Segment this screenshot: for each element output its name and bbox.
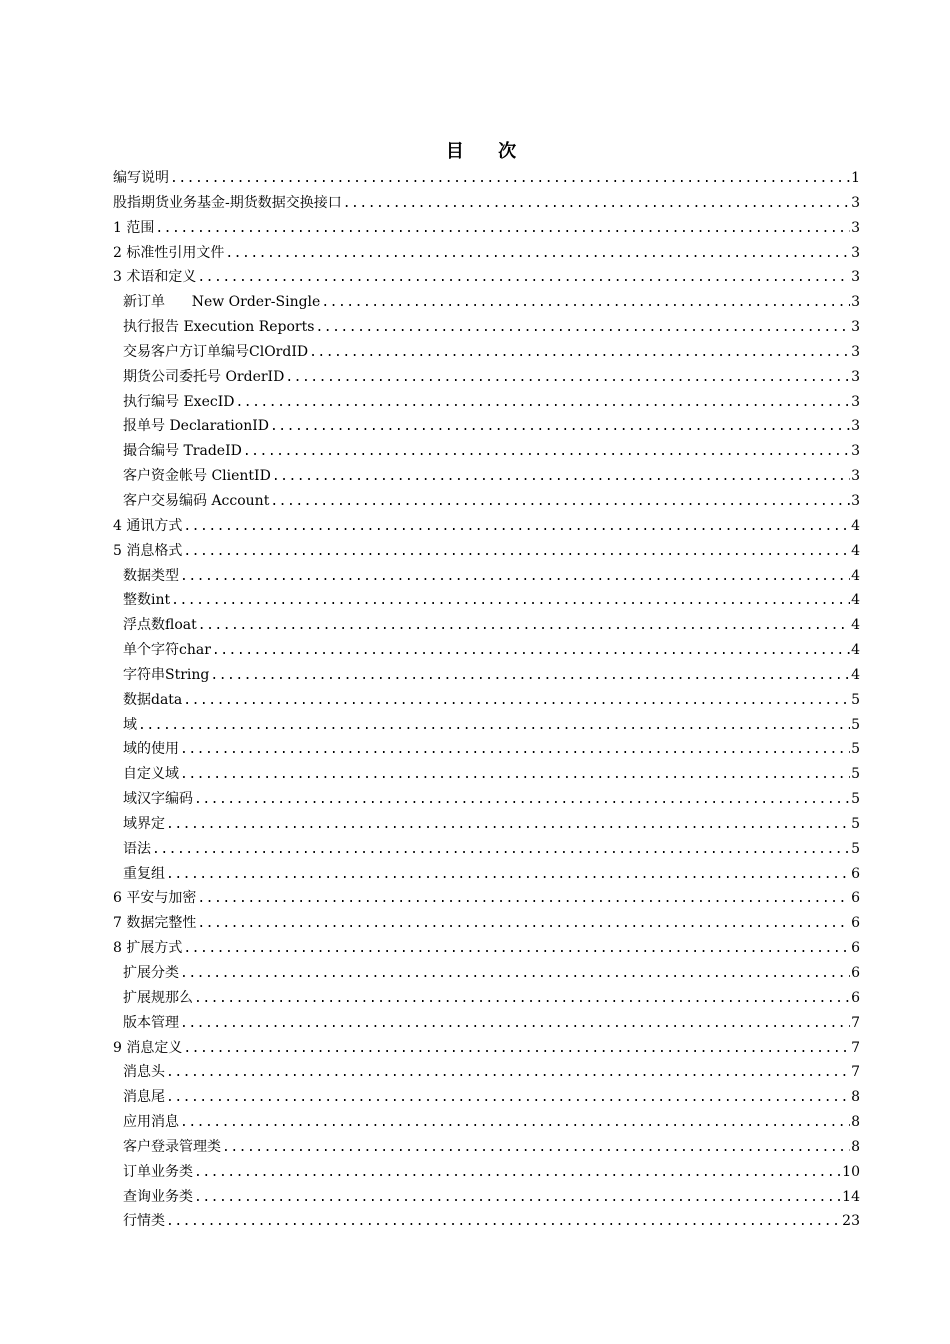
toc-dot-leader (198, 615, 850, 637)
toc-entry-page-number: 3 (851, 418, 860, 435)
toc-entry-label: 8 扩展方式 (113, 940, 183, 957)
toc-entry[interactable] (113, 291, 860, 316)
toc-dot-leader (197, 913, 850, 935)
toc-entry[interactable] (113, 639, 860, 664)
toc-dot-leader (183, 541, 850, 563)
toc-entry[interactable] (113, 341, 860, 366)
toc-entry-page-number: 5 (851, 791, 860, 808)
toc-entry-page-number: 6 (851, 865, 860, 882)
toc-dot-leader (138, 715, 850, 737)
toc-dot-leader (210, 665, 850, 687)
toc-entry-label: 数据类型 (123, 567, 179, 584)
toc-entry[interactable] (113, 1161, 860, 1186)
toc-entry[interactable] (113, 1086, 860, 1111)
toc-entry-page-number: 5 (851, 815, 860, 832)
toc-entry-page-number: 4 (851, 617, 860, 634)
toc-entry-page-number: 1 (851, 170, 860, 186)
toc-entry-label: 应用消息 (123, 1114, 179, 1131)
toc-entry-label: 消息头 (123, 1064, 165, 1081)
toc-dot-leader (212, 640, 850, 662)
toc-entry-page-number: 6 (851, 890, 860, 907)
toc-entry-label: 自定义域 (123, 766, 179, 783)
toc-entry-page-number: 3 (851, 443, 860, 460)
toc-entry-label: 域界定 (123, 815, 165, 832)
toc-entry[interactable] (113, 316, 860, 341)
toc-entry-label: 交易客户方订单编号ClOrdID (123, 343, 309, 360)
toc-dot-leader (270, 416, 850, 438)
table-of-contents (113, 167, 860, 1235)
toc-dot-leader (180, 1013, 850, 1035)
toc-dot-leader (321, 292, 850, 314)
toc-dot-leader (343, 193, 850, 215)
toc-dot-leader (194, 988, 850, 1010)
toc-entry-page-number: 8 (851, 1114, 860, 1131)
toc-entry-label: 查询业务类 (123, 1188, 193, 1205)
toc-entry[interactable] (113, 1210, 860, 1235)
toc-entry-label: 报单号 DeclarationID (123, 418, 269, 435)
toc-entry-page-number: 3 (851, 269, 860, 286)
toc-dot-leader (183, 1038, 850, 1060)
toc-entry-page-number: 8 (851, 1089, 860, 1106)
toc-entry[interactable] (113, 689, 860, 714)
toc-entry-label: 语法 (123, 840, 151, 857)
toc-entry-label: 数据data (123, 691, 183, 708)
toc-entry[interactable] (113, 415, 860, 440)
toc-entry-page-number: 7 (851, 1014, 860, 1031)
toc-dot-leader (166, 1062, 850, 1084)
toc-entry-page-number: 8 (851, 1138, 860, 1155)
toc-dot-leader (180, 566, 850, 588)
toc-dot-leader (194, 1162, 841, 1184)
toc-entry-page-number: 14 (842, 1188, 860, 1205)
toc-entry[interactable] (113, 1037, 860, 1062)
toc-entry[interactable] (113, 1111, 860, 1136)
toc-entry[interactable] (113, 465, 860, 490)
toc-dot-leader (197, 267, 850, 289)
toc-dot-leader (166, 814, 850, 836)
toc-entry-label: 扩展规那么 (123, 989, 193, 1006)
toc-dot-leader (170, 168, 850, 190)
toc-dot-leader (315, 317, 850, 339)
toc-entry-label: 扩展分类 (123, 965, 179, 981)
toc-entry-page-number: 3 (851, 368, 860, 385)
toc-entry-label: 单个字符char (123, 642, 211, 659)
toc-dot-leader (171, 590, 850, 612)
toc-entry[interactable] (113, 1012, 860, 1037)
toc-entry-label: 客户登录管理类 (123, 1138, 221, 1155)
toc-entry-label: 股指期货业务基金-期货数据交换接口 (113, 194, 342, 211)
toc-dot-leader (180, 764, 850, 786)
toc-dot-leader (222, 1137, 850, 1159)
toc-entry[interactable] (113, 490, 860, 515)
toc-entry-page-number: 5 (851, 716, 860, 733)
toc-entry[interactable] (113, 912, 860, 937)
toc-entry[interactable] (113, 515, 860, 540)
toc-entry-page-number: 3 (851, 343, 860, 360)
toc-entry-label: 消息尾 (123, 1089, 165, 1106)
toc-entry[interactable] (113, 887, 860, 912)
toc-entry[interactable] (113, 937, 860, 962)
toc-entry[interactable] (113, 664, 860, 689)
toc-dot-leader (166, 864, 850, 886)
toc-dot-leader (197, 888, 850, 910)
toc-dot-leader (243, 441, 850, 463)
toc-entry-label: 重复组 (123, 865, 165, 882)
toc-entry-label: 版本管理 (123, 1014, 179, 1031)
toc-dot-leader (180, 1112, 850, 1134)
toc-entry[interactable] (113, 788, 860, 813)
toc-entry[interactable] (113, 242, 860, 267)
toc-entry[interactable] (113, 589, 860, 614)
toc-entry-label: 6 平安与加密 (113, 890, 197, 907)
toc-dot-leader (166, 1211, 841, 1233)
toc-entry-label: 订单业务类 (123, 1163, 193, 1180)
toc-entry-page-number: 3 (851, 393, 860, 410)
toc-entry-page-number: 6 (851, 940, 860, 957)
toc-entry-page-number: 3 (851, 219, 860, 236)
toc-entry[interactable] (113, 217, 860, 242)
toc-entry[interactable] (113, 987, 860, 1012)
toc-entry-page-number: 5 (851, 741, 860, 758)
toc-entry-page-number: 7 (851, 1064, 860, 1081)
toc-dot-leader (270, 491, 850, 513)
toc-entry-label: 浮点数float (123, 617, 197, 634)
toc-entry[interactable] (113, 1136, 860, 1161)
toc-dot-leader (225, 243, 850, 265)
toc-entry[interactable] (113, 167, 860, 192)
toc-entry-page-number: 10 (842, 1163, 860, 1180)
toc-entry[interactable] (113, 714, 860, 739)
toc-entry-page-number: 3 (851, 492, 860, 509)
toc-entry-label: 撮合编号 TradeID (123, 443, 242, 460)
toc-entry-page-number: 23 (842, 1213, 860, 1230)
toc-entry-label: 5 消息格式 (113, 542, 183, 559)
toc-entry-page-number: 4 (851, 666, 860, 683)
toc-entry[interactable] (113, 266, 860, 291)
toc-entry-label: 3 术语和定义 (113, 269, 197, 286)
toc-entry-page-number: 4 (851, 592, 860, 609)
toc-entry-label: 域的使用 (123, 741, 179, 758)
toc-dot-leader (180, 963, 850, 985)
toc-entry-page-number: 6 (851, 989, 860, 1006)
toc-dot-leader (155, 218, 850, 240)
toc-entry-page-number: 6 (851, 915, 860, 932)
toc-dot-leader (235, 392, 850, 414)
toc-entry-page-number: 5 (851, 691, 860, 708)
toc-entry-label: 2 标准性引用文件 (113, 244, 225, 261)
toc-dot-leader (194, 1187, 841, 1209)
toc-entry-label: 期货公司委托号 OrderID (123, 368, 285, 385)
toc-entry-page-number: 6 (851, 965, 860, 981)
toc-entry-label: 新订单 New Order-Single (123, 294, 321, 311)
toc-dot-leader (183, 690, 850, 712)
toc-dot-leader (285, 367, 850, 389)
toc-entry[interactable] (113, 540, 860, 565)
toc-entry-label: 客户交易编码 Account (123, 492, 270, 509)
toc-entry-label: 执行编号 ExecID (123, 393, 235, 410)
toc-entry-page-number: 4 (851, 542, 860, 559)
toc-entry[interactable] (113, 391, 860, 416)
toc-entry-label: 7 数据完整性 (113, 915, 197, 932)
toc-dot-leader (309, 342, 850, 364)
toc-entry-page-number: 3 (851, 468, 860, 485)
toc-entry-label: 整数int (123, 592, 171, 609)
toc-entry[interactable] (113, 863, 860, 888)
toc-entry[interactable] (113, 192, 860, 217)
toc-entry[interactable] (113, 813, 860, 838)
toc-entry[interactable] (113, 366, 860, 391)
toc-entry-page-number: 7 (851, 1039, 860, 1056)
toc-entry-label: 域 (123, 716, 137, 733)
toc-dot-leader (183, 516, 850, 538)
toc-entry-page-number: 5 (851, 840, 860, 857)
toc-entry-label: 1 范围 (113, 219, 155, 236)
toc-dot-leader (166, 1087, 850, 1109)
toc-entry-page-number: 4 (851, 642, 860, 659)
toc-dot-leader (194, 789, 850, 811)
toc-dot-leader (180, 739, 850, 761)
toc-entry-page-number: 4 (851, 567, 860, 584)
toc-entry[interactable] (113, 962, 860, 987)
toc-entry[interactable] (113, 763, 860, 788)
toc-entry[interactable] (113, 1061, 860, 1086)
toc-entry-page-number: 3 (851, 194, 860, 211)
toc-entry-page-number: 4 (851, 517, 860, 534)
toc-entry-label: 域汉字编码 (123, 791, 193, 808)
toc-entry[interactable] (113, 565, 860, 590)
toc-entry[interactable] (113, 614, 860, 639)
toc-entry-label: 执行报告 Execution Reports (123, 319, 315, 336)
toc-dot-leader (272, 466, 850, 488)
toc-dot-leader (152, 839, 850, 861)
toc-entry-page-number: 3 (851, 319, 860, 336)
toc-entry-page-number: 5 (851, 766, 860, 783)
toc-entry-label: 9 消息定义 (113, 1039, 183, 1056)
toc-title: 目 次 (445, 141, 531, 162)
toc-entry[interactable] (113, 738, 860, 763)
toc-entry-label: 编写说明 (113, 170, 169, 186)
toc-entry-label: 客户资金帐号 ClientID (123, 468, 271, 485)
toc-entry-page-number: 3 (851, 244, 860, 261)
toc-entry[interactable] (113, 838, 860, 863)
toc-entry[interactable] (113, 1186, 860, 1211)
toc-dot-leader (183, 938, 850, 960)
toc-entry-label: 行情类 (123, 1213, 165, 1230)
toc-entry-page-number: 3 (851, 294, 860, 311)
toc-entry-label: 字符串String (123, 666, 210, 683)
toc-entry-label: 4 通讯方式 (113, 517, 183, 534)
toc-entry[interactable] (113, 440, 860, 465)
